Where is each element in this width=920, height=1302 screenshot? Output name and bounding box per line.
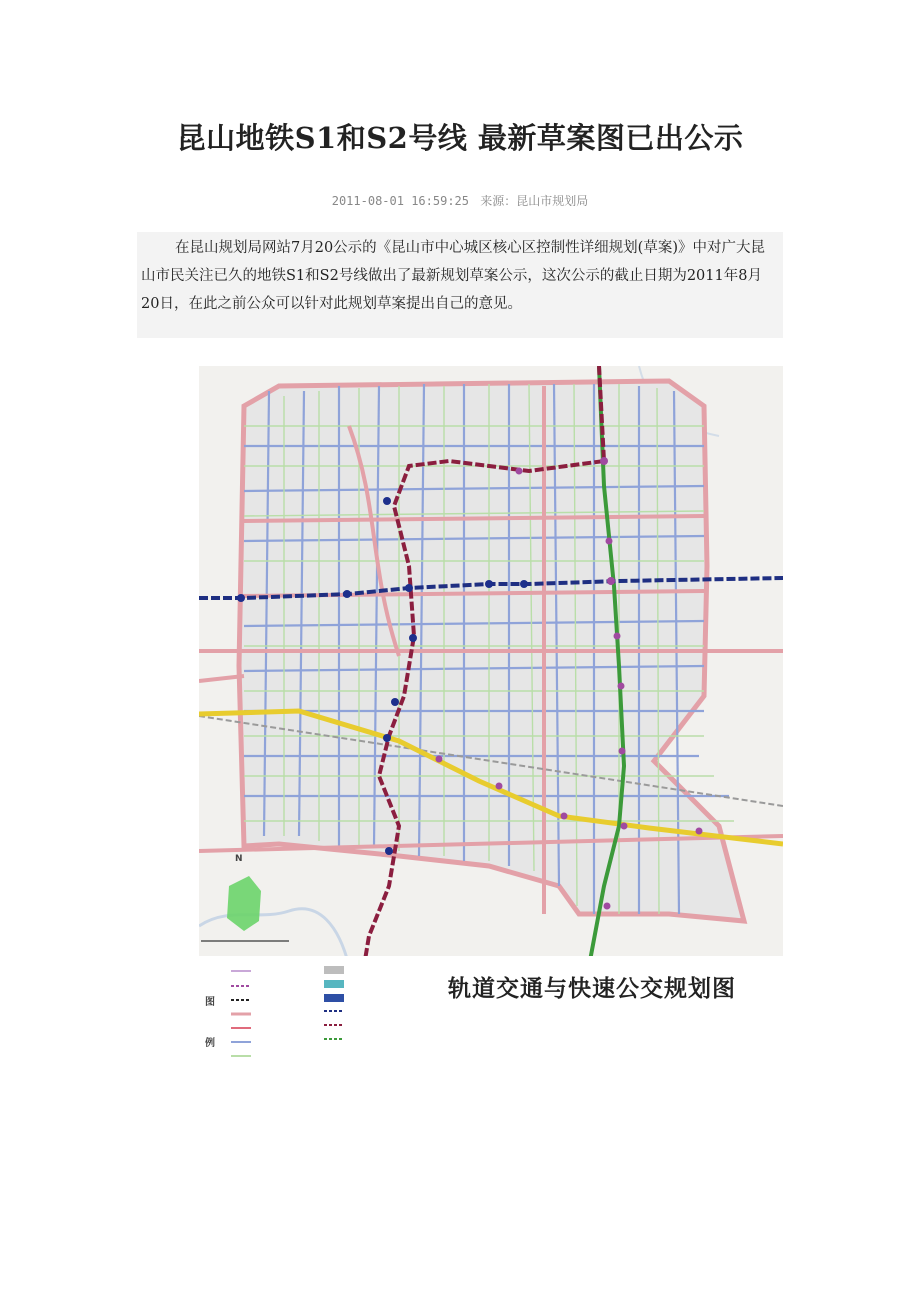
- article-source: 来源：昆山市规划局: [480, 194, 589, 208]
- map-title: 轨道交通与快速公交规划图: [448, 976, 736, 1002]
- article-datetime: 2011-08-01 16:59:25: [331, 194, 470, 208]
- article-title: 昆山地铁S1和S2号线 最新草案图已出公示: [176, 121, 744, 155]
- legend-heading-top: 图: [205, 997, 215, 1008]
- map-graphic: [199, 366, 783, 1071]
- article-intro: 在昆山规划局网站7月20公示的《昆山市中心城区核心区控制性详细规划(草案)》中对广大昆山市民关注已久的地铁S1和S2号线做出了最新规划草案公示，这次公示的截止日期为2011年8月20日，在此之前公众可以针对此规划草案提出自己的意见。: [137, 232, 783, 338]
- transit-plan-map: [199, 366, 783, 1071]
- article-meta: [0, 192, 920, 209]
- legend-heading-bottom: 例: [205, 1038, 215, 1049]
- north-label: N: [235, 854, 243, 864]
